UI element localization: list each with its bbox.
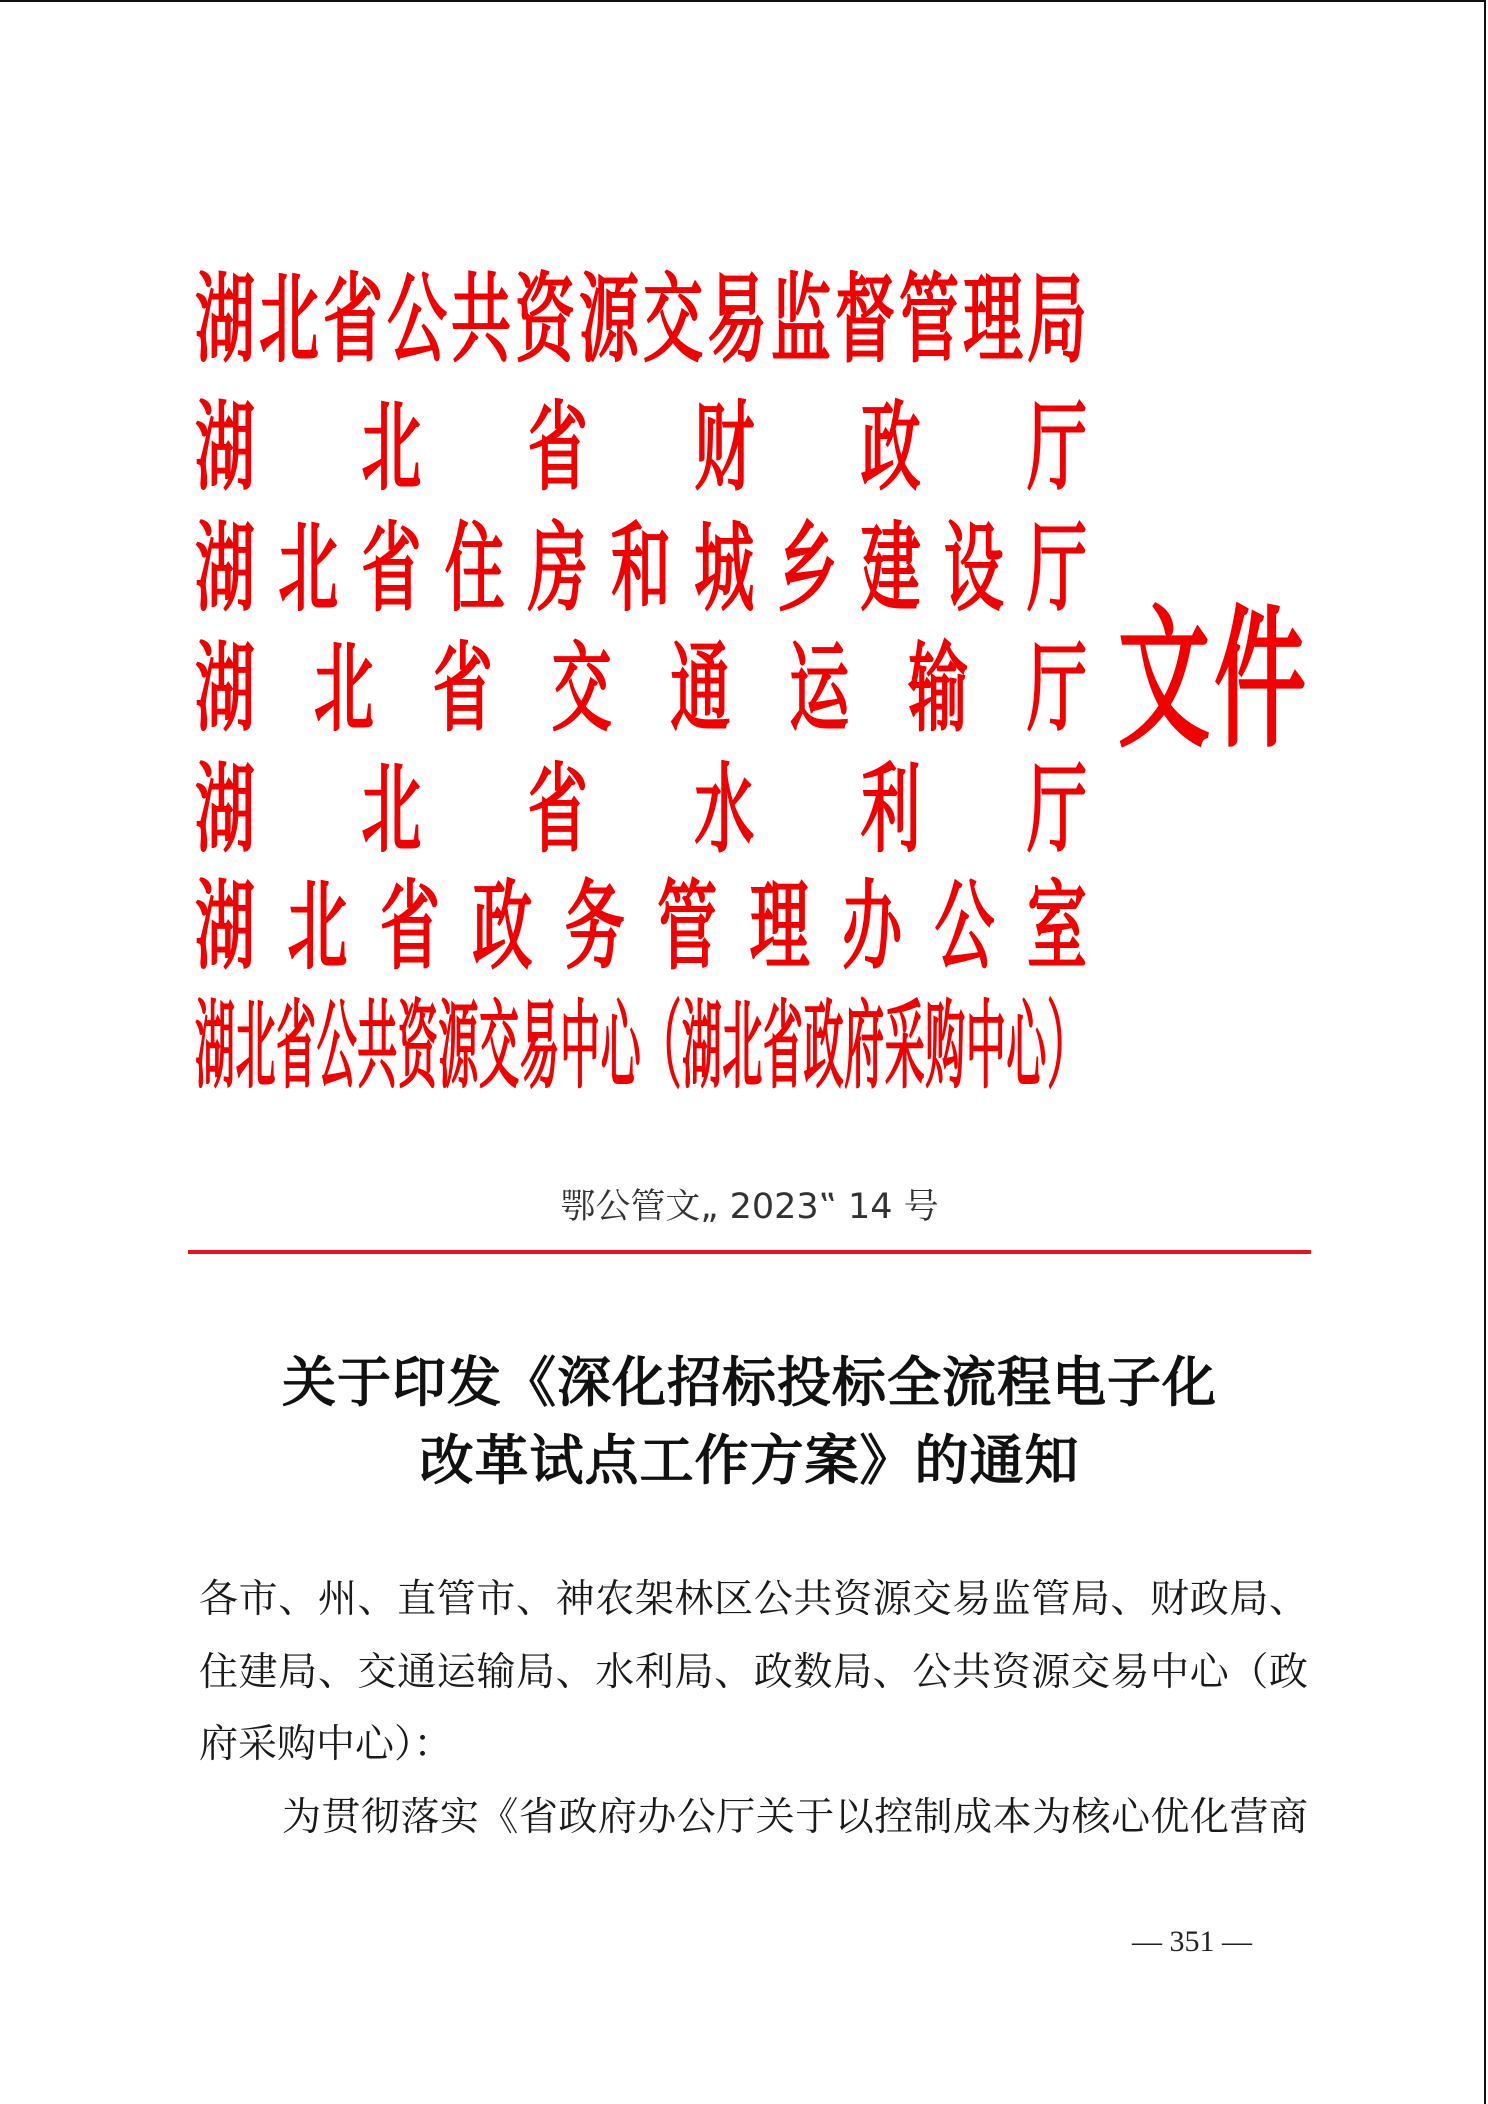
body-text-line-3: 府采购中心）： (199, 1722, 453, 1767)
issuer-agency-2: 湖北省财政厅 (195, 391, 1087, 506)
issuer-agency-4: 湖北省交通运输厅 (195, 632, 1087, 747)
notice-title-line-1: 关于印发《深化招标投标全流程电子化 (282, 1350, 1217, 1414)
body-text-line-2: 住建局、交通运输局、水利局、政数局、公共资源交易中心（政 (199, 1650, 1308, 1695)
document-number: 鄂公管文„ 2023‟ 14 号 (560, 1187, 939, 1227)
issuer-agency-3: 湖北省住房和城乡建设厅 (195, 512, 1087, 627)
red-divider (188, 1250, 1311, 1254)
notice-title-line-2: 改革试点工作方案》的通知 (419, 1428, 1080, 1492)
issuer-agency-5: 湖北省水利厅 (195, 753, 1087, 868)
body-text-line-1: 各市、州、直管市、神农架林区公共资源交易监管局、财政局、 (199, 1577, 1308, 1622)
issuer-agency-7: 湖北省公共资源交易中心（湖北省政府采购中心） (195, 992, 1087, 1104)
document-label: 文件 (1118, 589, 1306, 769)
issuer-agency-1: 湖北省公共资源交易监督管理局 (195, 263, 1087, 378)
page-number: — 351 — (1132, 1925, 1252, 1958)
body-text-line-4: 为贯彻落实《省政府办公厅关于以控制成本为核心优化营商 (282, 1795, 1308, 1840)
issuer-agency-6: 湖北省政务管理办公室 (195, 870, 1087, 985)
